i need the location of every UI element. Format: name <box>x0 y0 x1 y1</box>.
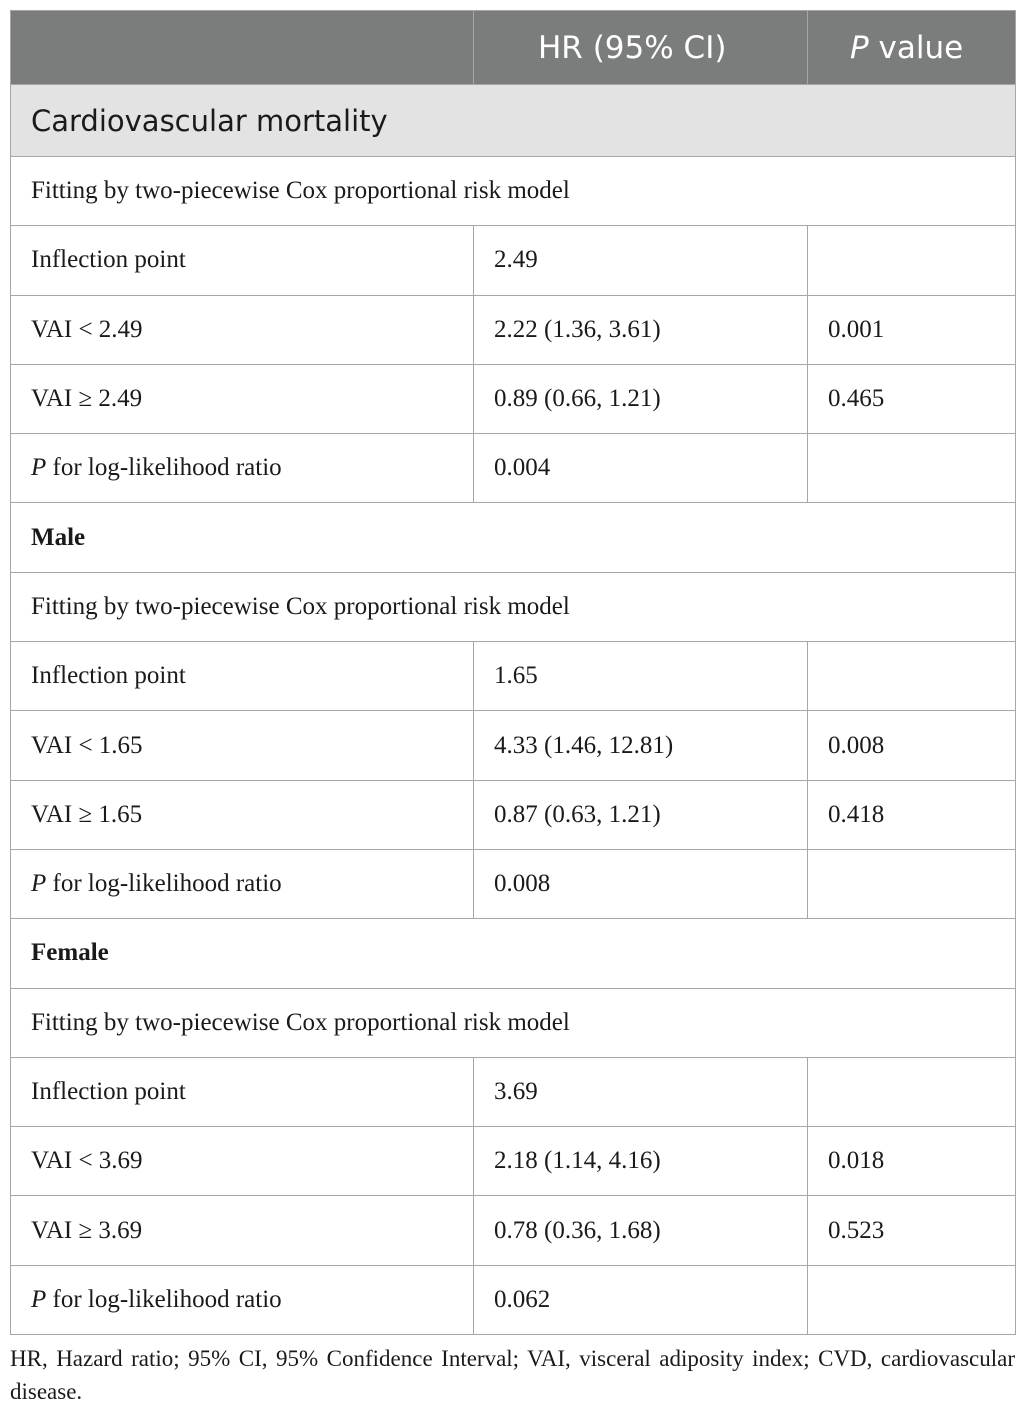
inflection-value: 1.65 <box>474 642 808 711</box>
llr-label <box>11 849 474 918</box>
table-row <box>11 849 1016 918</box>
header-p-rest: value <box>868 29 964 66</box>
table-row <box>11 1127 1016 1196</box>
fitting-label: Fitting by two-piecewise Cox proportional risk model <box>11 572 1016 641</box>
header-hr-ci: HR (95% CI) <box>474 11 808 85</box>
empty-cell <box>808 642 1016 711</box>
group-row <box>11 503 1016 572</box>
below-label: VAI < 2.49 <box>11 295 474 364</box>
inflection-label: Inflection point <box>11 1057 474 1126</box>
header-row <box>11 11 1016 85</box>
empty-cell <box>808 434 1016 503</box>
above-label: VAI ≥ 1.65 <box>11 780 474 849</box>
section-title: Cardiovascular mortality <box>11 85 1016 157</box>
above-p: 0.418 <box>808 780 1016 849</box>
header-empty-cell <box>11 11 474 85</box>
table-row <box>11 157 1016 226</box>
llr-p-italic: P <box>31 1285 47 1313</box>
below-p: 0.008 <box>808 711 1016 780</box>
below-p: 0.018 <box>808 1127 1016 1196</box>
below-hr: 2.18 (1.14, 4.16) <box>474 1127 808 1196</box>
empty-cell <box>808 849 1016 918</box>
below-p: 0.001 <box>808 295 1016 364</box>
table-row <box>11 1057 1016 1126</box>
below-label: VAI < 1.65 <box>11 711 474 780</box>
llr-rest: for log-likelihood ratio <box>46 870 282 898</box>
table-row <box>11 642 1016 711</box>
below-hr: 4.33 (1.46, 12.81) <box>474 711 808 780</box>
table-row <box>11 572 1016 641</box>
below-hr: 2.22 (1.36, 3.61) <box>474 295 808 364</box>
table-row <box>11 711 1016 780</box>
llr-rest: for log-likelihood ratio <box>46 454 282 482</box>
empty-cell <box>808 1057 1016 1126</box>
llr-value: 0.008 <box>474 849 808 918</box>
table-row <box>11 295 1016 364</box>
llr-value: 0.004 <box>474 434 808 503</box>
table-row <box>11 1196 1016 1265</box>
above-hr: 0.89 (0.66, 1.21) <box>474 364 808 433</box>
above-hr: 0.78 (0.36, 1.68) <box>474 1196 808 1265</box>
section-row <box>11 85 1016 157</box>
llr-label <box>11 1265 474 1334</box>
table-footnote: HR, Hazard ratio; 95% CI, 95% Confidence Interval; VAI, visceral adiposity index; CVD, cardiovascular disease. <box>10 1346 1015 1404</box>
group-label-female: Female <box>11 919 1016 988</box>
table-row <box>11 434 1016 503</box>
empty-cell <box>808 226 1016 295</box>
llr-label <box>11 434 474 503</box>
header-p-value <box>808 11 1016 85</box>
empty-cell <box>808 1265 1016 1334</box>
results-table <box>10 10 1016 1335</box>
inflection-value: 2.49 <box>474 226 808 295</box>
table-row <box>11 1265 1016 1334</box>
llr-value: 0.062 <box>474 1265 808 1334</box>
fitting-label: Fitting by two-piecewise Cox proportional risk model <box>11 157 1016 226</box>
header-p-italic: P <box>850 29 869 66</box>
above-hr: 0.87 (0.63, 1.21) <box>474 780 808 849</box>
above-p: 0.523 <box>808 1196 1016 1265</box>
table-row <box>11 780 1016 849</box>
inflection-label: Inflection point <box>11 226 474 295</box>
group-label-male: Male <box>11 503 1016 572</box>
table-row <box>11 988 1016 1057</box>
fitting-label: Fitting by two-piecewise Cox proportional risk model <box>11 988 1016 1057</box>
above-label: VAI ≥ 2.49 <box>11 364 474 433</box>
group-row <box>11 919 1016 988</box>
llr-p-italic: P <box>31 870 47 898</box>
table-row <box>11 226 1016 295</box>
above-label: VAI ≥ 3.69 <box>11 1196 474 1265</box>
llr-p-italic: P <box>31 454 47 482</box>
inflection-value: 3.69 <box>474 1057 808 1126</box>
inflection-label: Inflection point <box>11 642 474 711</box>
below-label: VAI < 3.69 <box>11 1127 474 1196</box>
llr-rest: for log-likelihood ratio <box>46 1285 282 1313</box>
above-p: 0.465 <box>808 364 1016 433</box>
table-row <box>11 364 1016 433</box>
